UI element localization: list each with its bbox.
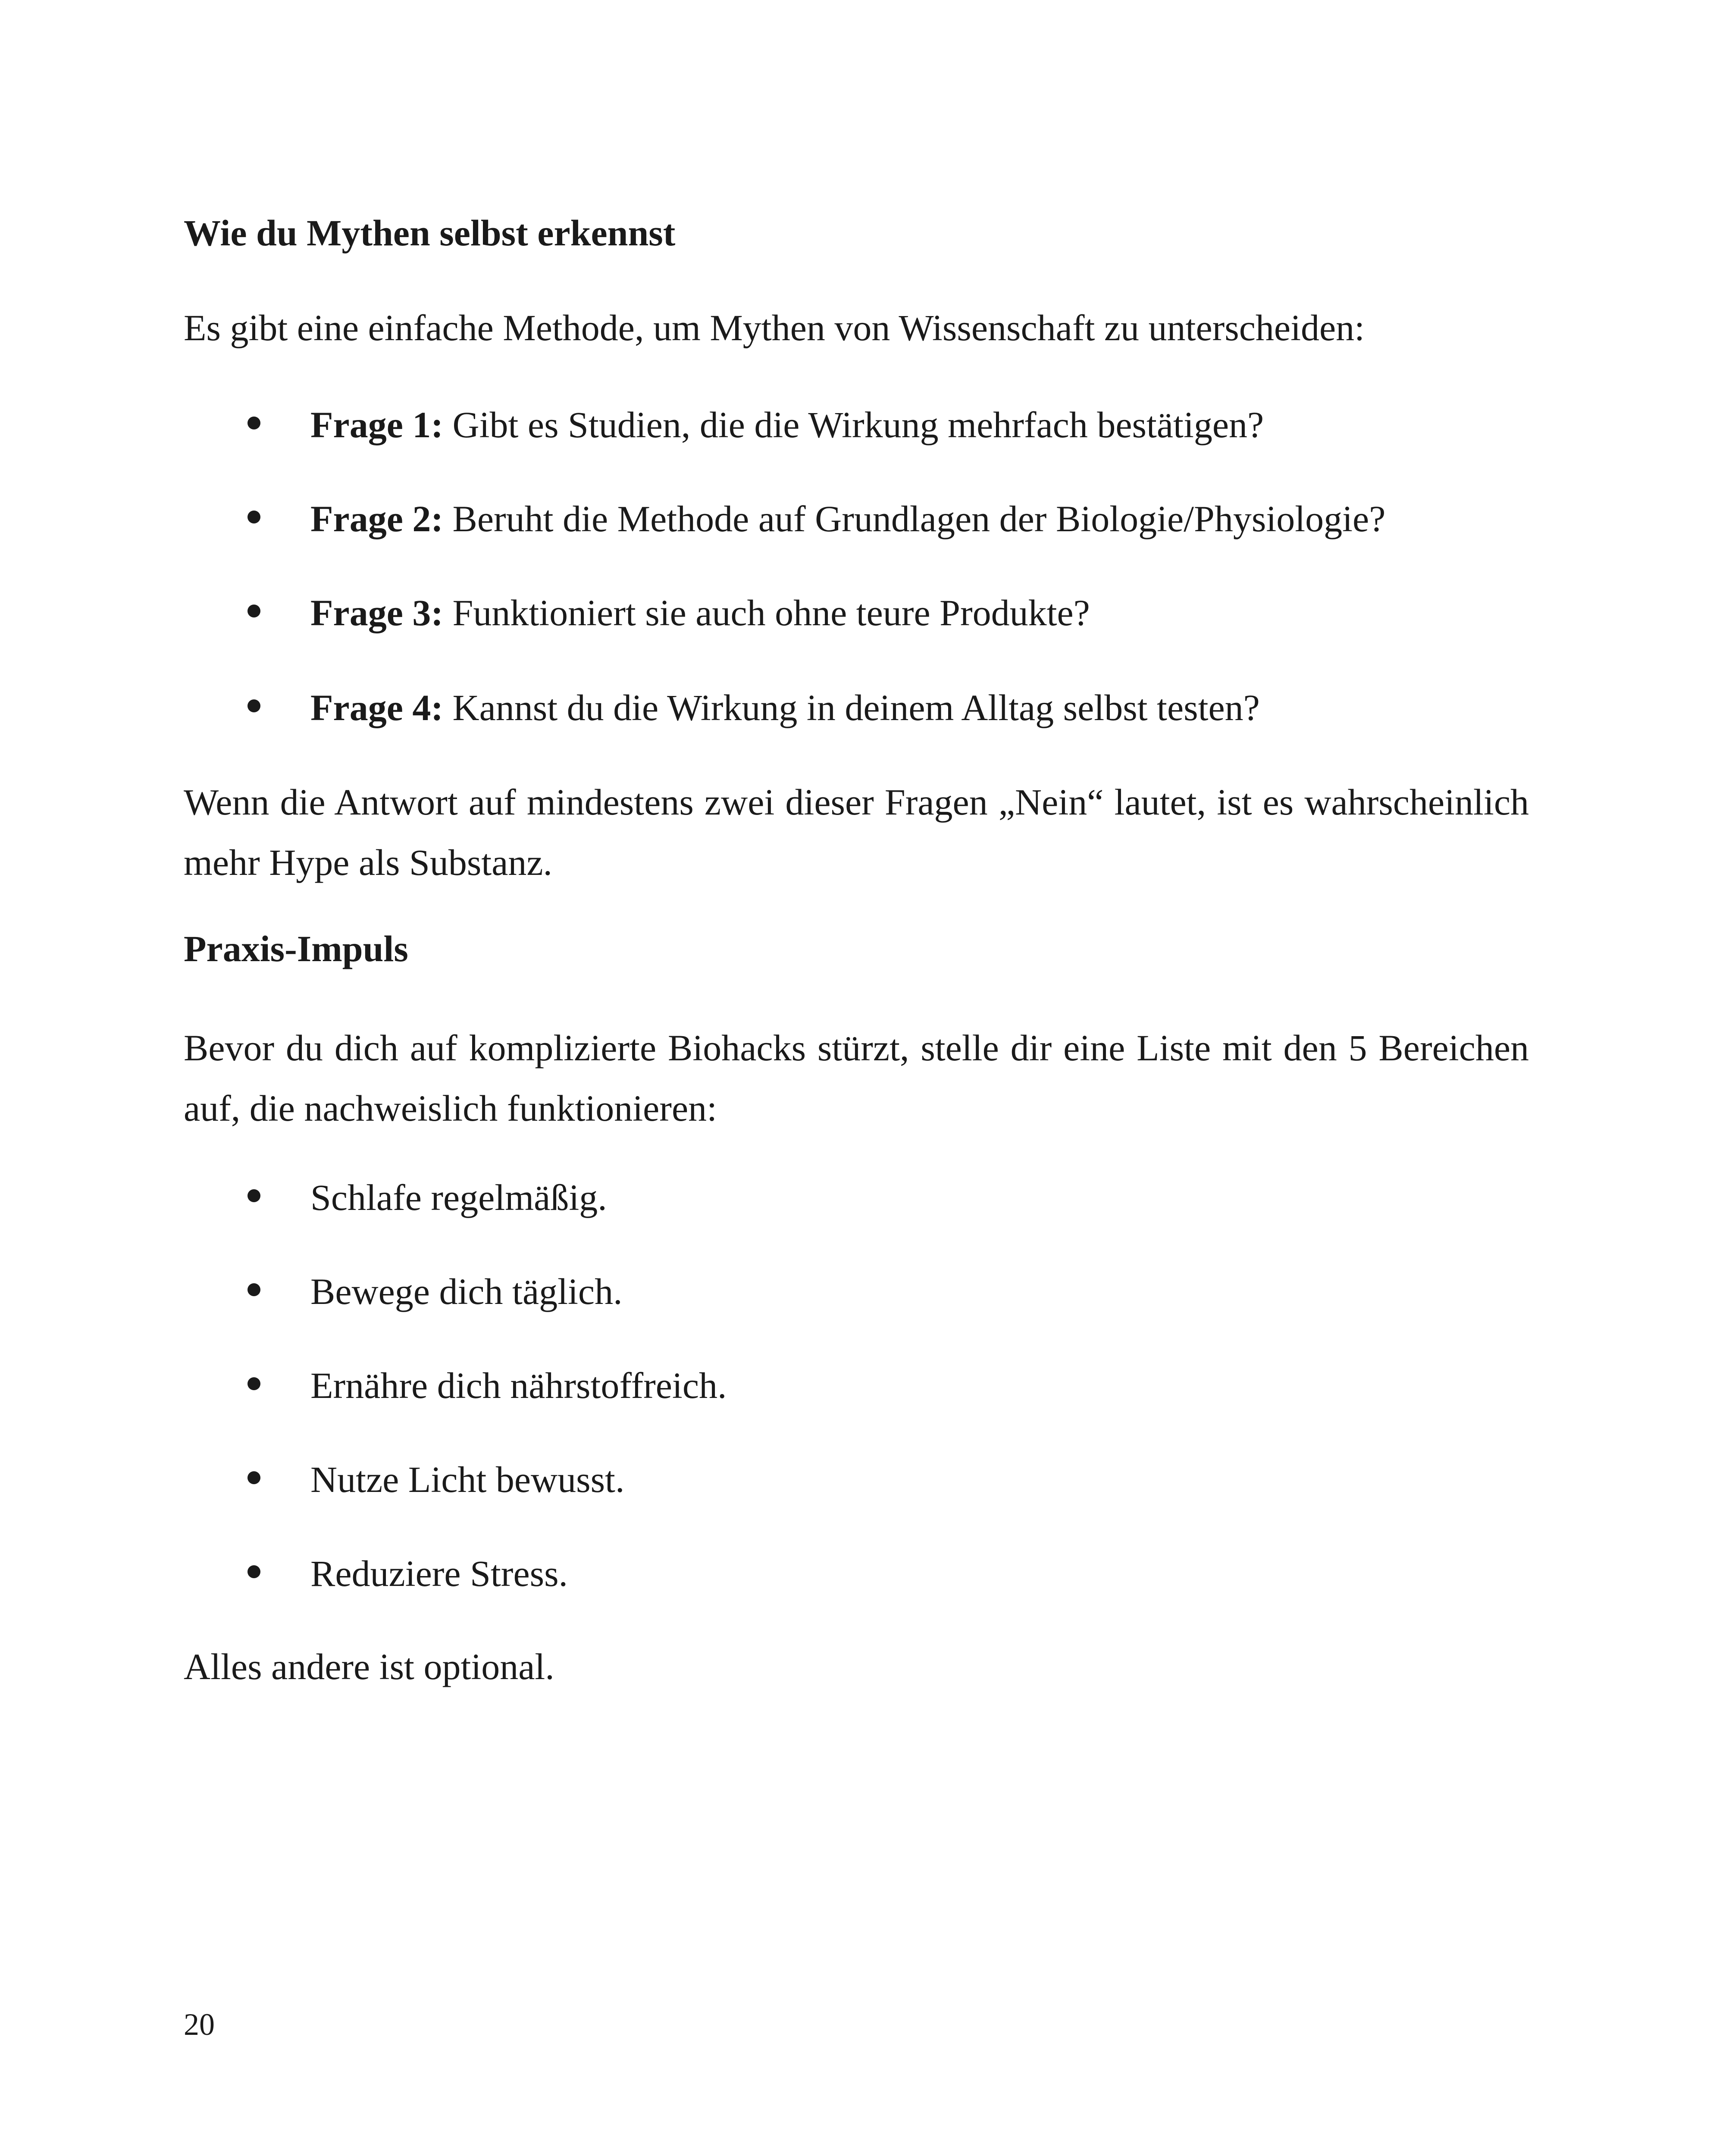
question-item-3 xyxy=(184,589,1529,636)
list-item-3 xyxy=(184,1362,1529,1409)
list-item-text: Bewege dich täglich. xyxy=(310,1271,623,1312)
list-item-1 xyxy=(184,1174,1529,1221)
question-text xyxy=(310,401,1264,448)
bullet-icon xyxy=(247,511,260,523)
bullet-icon xyxy=(247,1283,260,1296)
section-heading-praxis: Praxis-Impuls xyxy=(184,928,408,969)
list-item-text: Reduziere Stress. xyxy=(310,1553,568,1594)
bullet-icon xyxy=(247,605,260,617)
conclusion-paragraph: Wenn die Antwort auf mindestens zwei dieser Fragen „Nein“ lautet, ist es wahrscheinlich mehr Hype als Substanz. xyxy=(184,781,1529,883)
question-label: Frage 2: xyxy=(310,498,444,539)
question-item-2 xyxy=(184,495,1529,542)
list-item-4 xyxy=(184,1456,1529,1503)
question-text xyxy=(310,495,1385,542)
bullet-icon xyxy=(247,1189,260,1202)
document-page xyxy=(184,0,1529,2156)
page-number: 20 xyxy=(184,2007,215,2042)
question-body: Funktioniert sie auch ohne teure Produkte? xyxy=(443,592,1090,633)
section-heading-myths: Wie du Mythen selbst erkennst xyxy=(184,212,676,254)
question-body: Kannst du die Wirkung in deinem Alltag selbst testen? xyxy=(443,687,1260,728)
list-item-text: Schlafe regelmäßig. xyxy=(310,1177,607,1218)
closing-paragraph: Alles andere ist optional. xyxy=(184,1646,554,1687)
question-text xyxy=(310,589,1090,636)
list-item-5 xyxy=(184,1550,1529,1597)
question-body: Gibt es Studien, die die Wirkung mehrfach bestätigen? xyxy=(443,404,1264,445)
praxis-intro-paragraph: Bevor du dich auf komplizierte Biohacks stürzt, stelle dir eine Liste mit den 5 Bereichen auf, die nachweislich funktionieren: xyxy=(184,1027,1529,1129)
list-item-text: Ernähre dich nährstoffreich. xyxy=(310,1365,727,1406)
list-item-text: Nutze Licht bewusst. xyxy=(310,1459,625,1500)
question-label: Frage 4: xyxy=(310,687,444,728)
question-item-1 xyxy=(184,401,1529,448)
list-item-2 xyxy=(184,1268,1529,1315)
intro-paragraph: Es gibt eine einfache Methode, um Mythen von Wissenschaft zu unterscheiden: xyxy=(184,307,1365,348)
bullet-icon xyxy=(247,417,260,429)
bullet-icon xyxy=(247,1565,260,1578)
question-body: Beruht die Methode auf Grundlagen der Biologie/Physiologie? xyxy=(443,498,1386,539)
question-label: Frage 1: xyxy=(310,404,444,445)
bullet-icon xyxy=(247,1377,260,1390)
question-item-4 xyxy=(184,684,1529,731)
question-text xyxy=(310,684,1260,731)
bullet-icon xyxy=(247,699,260,712)
question-label: Frage 3: xyxy=(310,592,444,633)
bullet-icon xyxy=(247,1471,260,1484)
